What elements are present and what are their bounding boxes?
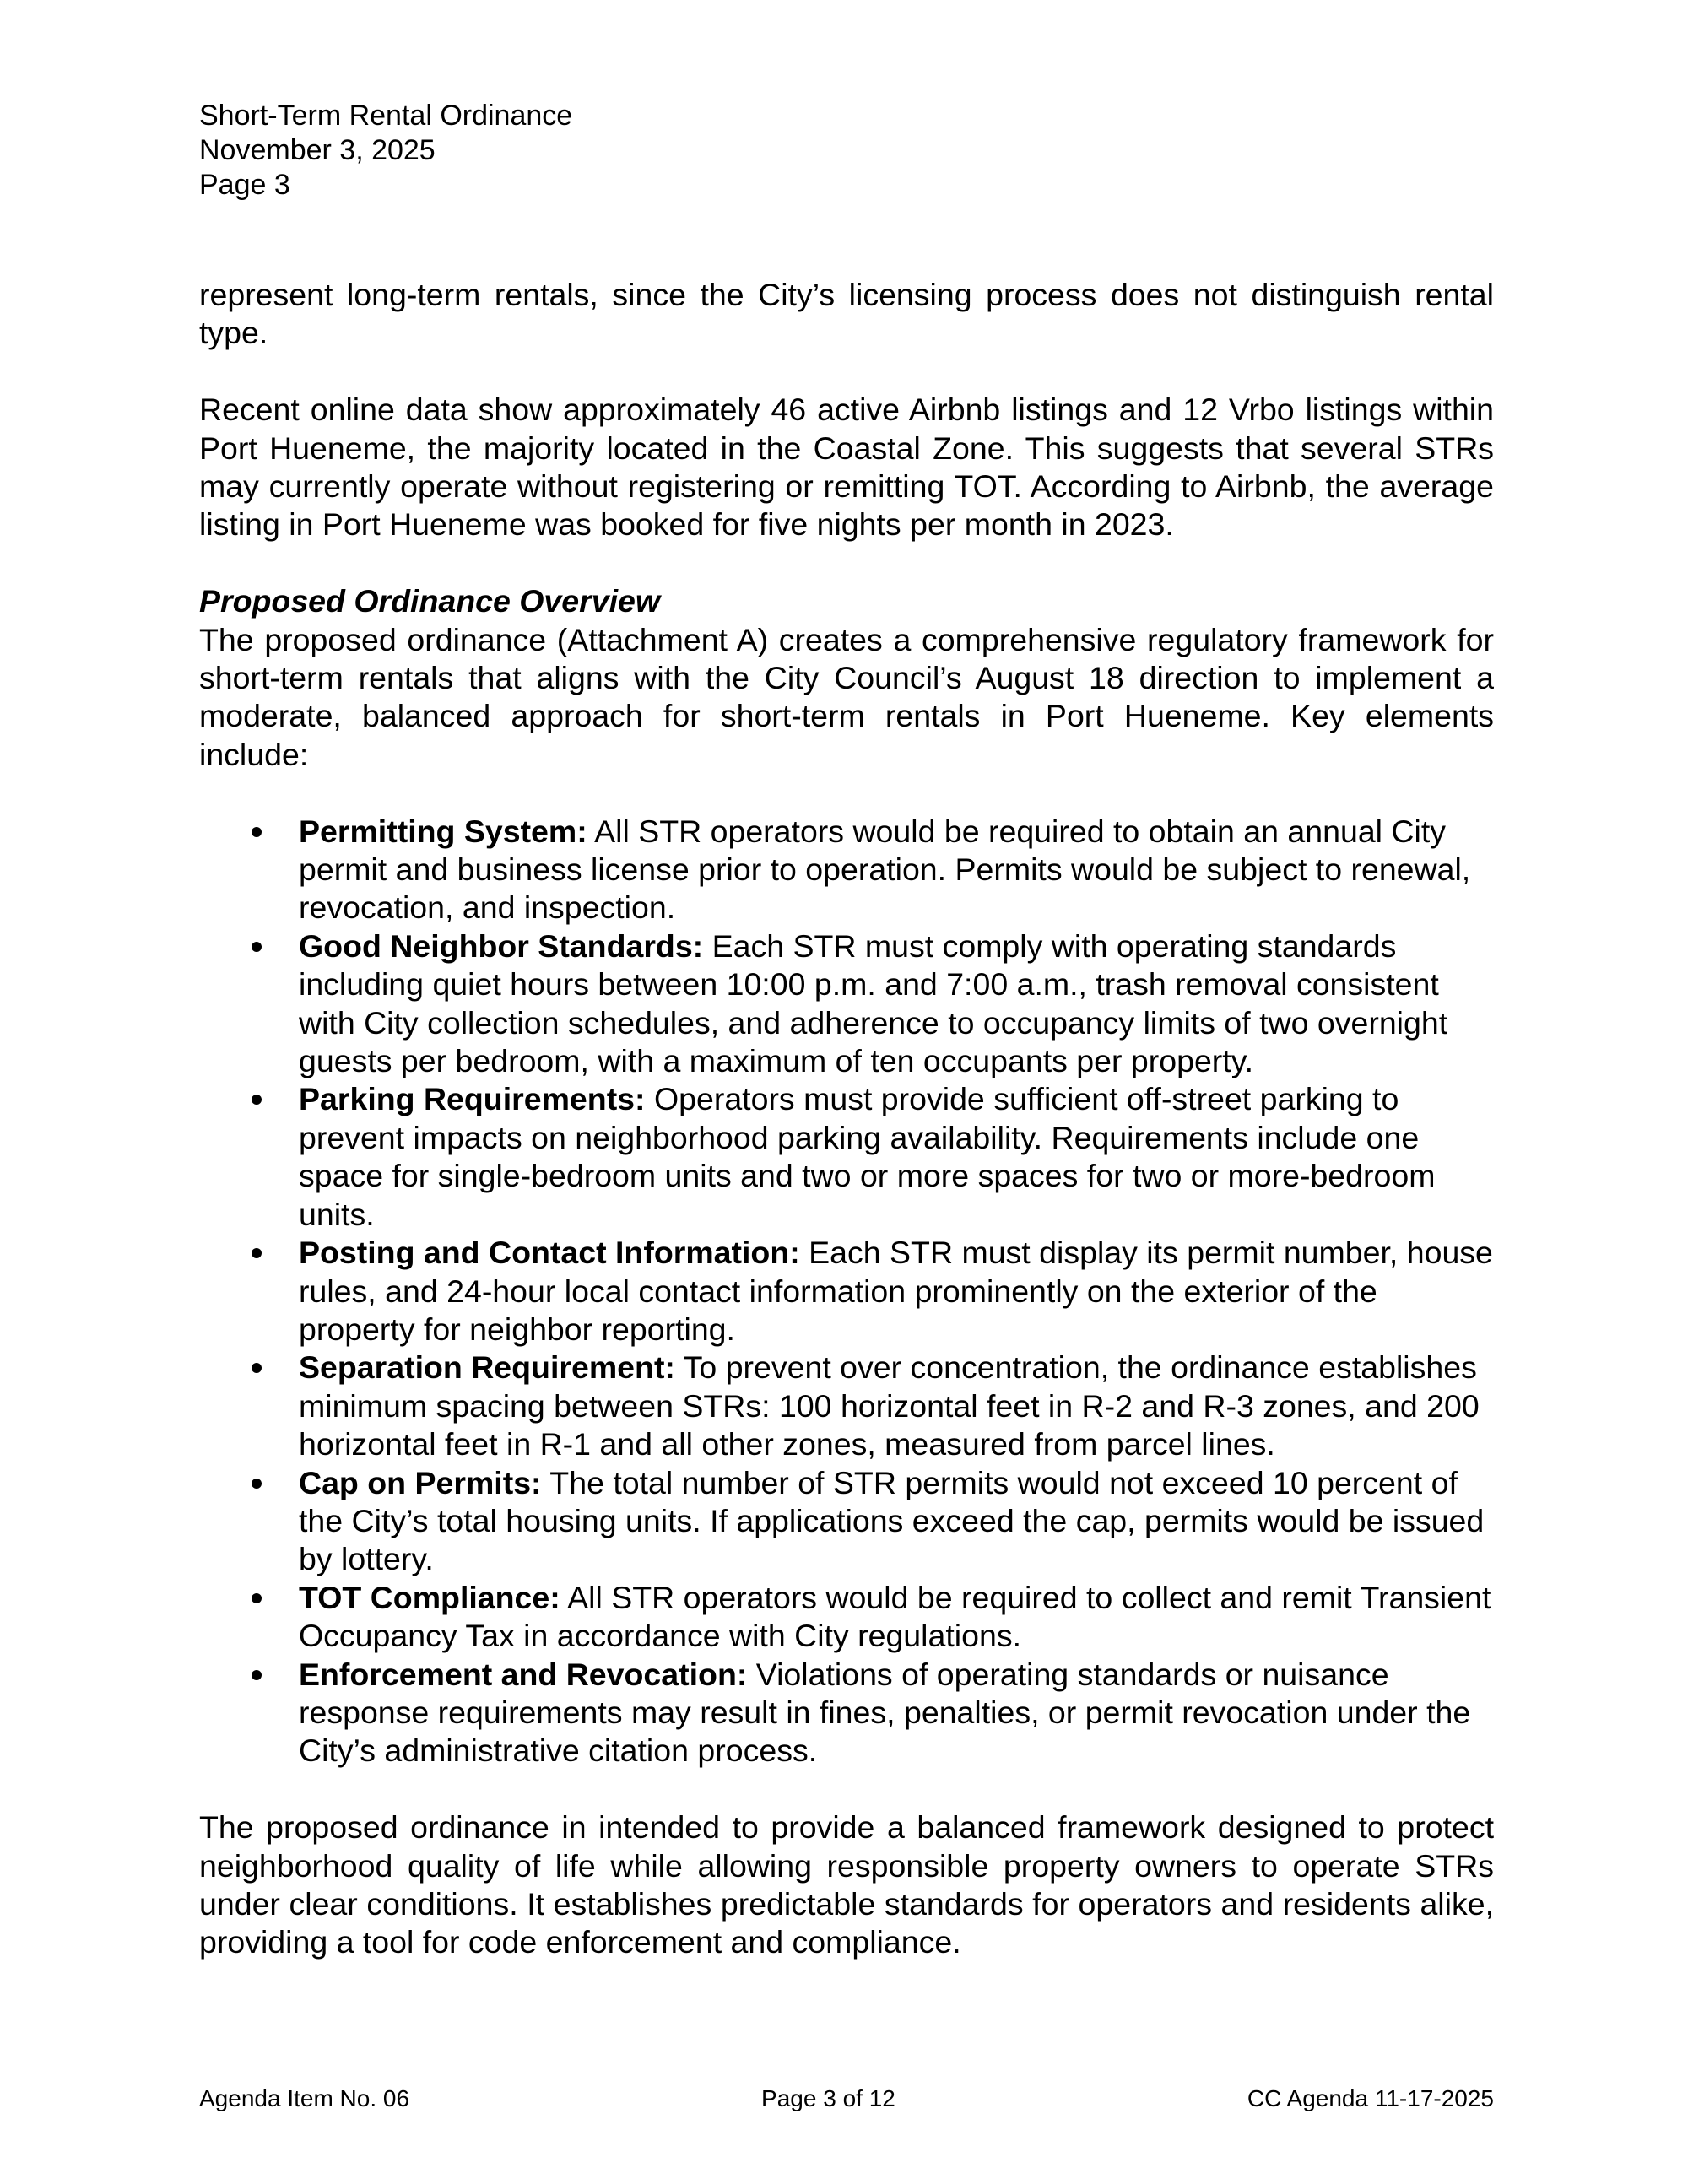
footer-agenda-item: Agenda Item No. 06 [199, 2085, 410, 2111]
intro-paragraph: represent long-term rentals, since the City’s licensing process does not distinguish rental type. [199, 277, 1494, 351]
list-item-term: Good Neighbor Standards: [299, 927, 704, 964]
header-date: November 3, 2025 [199, 134, 436, 166]
bullet-icon [252, 1479, 262, 1489]
list-item-text: All STR operators would be required to collect and remit Transient Occupancy Tax in accordance with City regulations. [299, 1579, 1491, 1654]
bullet-icon [252, 827, 262, 837]
bullet-icon [252, 942, 262, 952]
list-item-term: Permitting System: [299, 813, 587, 849]
document-body [199, 276, 1494, 1993]
list-item-text: Violations of operating standards or nuisance response requirements may result in fines, penalties, or permit revocation under the City’s administrative citation process. [299, 1656, 1471, 1769]
list-item-text: Each STR must display its permit number, house rules, and 24-hour local contact information prominently on the exterior of the property for neighbor reporting. [299, 1235, 1493, 1347]
list-item-text: Operators must provide sufficient off-street parking to prevent impacts on neighborhood parking availability. Requirements include one space for single-bedroom units and two or more spaces for two or more-bedroom units. [299, 1081, 1436, 1232]
list-item-term: Cap on Permits: [299, 1464, 542, 1500]
list-item-term: Parking Requirements: [299, 1081, 646, 1117]
list-item-tot-compliance [199, 1579, 1494, 1656]
overview-paragraph: The proposed ordinance (Attachment A) creates a comprehensive regulatory framework for short-term rentals that aligns with the City Council’s August 18 direction to implement a moderate, balanced approach for short-term rentals in Port Hueneme. Key elements include: [199, 621, 1494, 772]
bullet-icon [252, 1095, 262, 1105]
footer-cc-agenda: CC Agenda 11-17-2025 [1247, 2085, 1494, 2111]
list-item-permitting-system [199, 813, 1494, 927]
bullet-icon [252, 1248, 262, 1258]
section-heading: Proposed Ordinance Overview [199, 583, 661, 619]
page-footer [199, 2084, 1494, 2113]
list-item-term: Separation Requirement: [299, 1349, 675, 1386]
list-item-text: Each STR must comply with operating standards including quiet hours between 10:00 p.m. and 7:00 a.m., trash removal consistent with City collection schedules, and adherence to occupancy limits of two overnight guests per bedroom, with a maximum of ten occupants per property. [299, 927, 1448, 1079]
list-item-enforcement-revocation [199, 1656, 1494, 1770]
closing-paragraph: The proposed ordinance in intended to provide a balanced framework designed to protect neighborhood quality of life while allowing responsible property owners to operate STRs under clear conditions. It establishes predictable standards for operators and residents alike, providing a tool for code enforcement and compliance. [199, 1809, 1494, 1960]
bullet-icon [252, 1593, 262, 1603]
footer-page-of: Page 3 of 12 [761, 2085, 895, 2111]
bullet-icon [252, 1363, 262, 1373]
list-item-posting-contact [199, 1234, 1494, 1349]
list-item-term: Enforcement and Revocation: [299, 1656, 748, 1692]
list-item-term: Posting and Contact Information: [299, 1235, 800, 1271]
bullet-icon [252, 1670, 262, 1680]
list-item-separation-requirement [199, 1349, 1494, 1463]
list-item-text: All STR operators would be required to obtain an annual City permit and business license prior to operation. Permits would be subject to renewal, revocation, and inspection. [299, 813, 1471, 926]
page-header [199, 99, 572, 203]
list-item-good-neighbor-standards [199, 927, 1494, 1081]
list-item-cap-on-permits [199, 1464, 1494, 1579]
header-page-number: Page 3 [199, 169, 290, 201]
key-elements-list [199, 813, 1494, 1770]
listings-paragraph: Recent online data show approximately 46 active Airbnb listings and 12 Vrbo listings within Port Hueneme, the majority located in the Coastal Zone. This suggests that several STRs may currently operate without registering or remitting TOT. According to Airbnb, the average listing in Port Hueneme was booked for five nights per month in 2023. [199, 392, 1494, 543]
list-item-text: The total number of STR permits would not exceed 10 percent of the City’s total housing units. If applications exceed the cap, permits would be issued by lottery. [299, 1464, 1485, 1577]
list-item-text: To prevent over concentration, the ordinance establishes minimum spacing between STRs: 100 horizontal feet in R-2 and R-3 zones, and 200 horizontal feet in R-1 and all other zones, measured from parcel lines. [299, 1349, 1480, 1462]
header-title: Short-Term Rental Ordinance [199, 100, 573, 132]
list-item-parking-requirements [199, 1080, 1494, 1234]
list-item-term: TOT Compliance: [299, 1579, 560, 1615]
